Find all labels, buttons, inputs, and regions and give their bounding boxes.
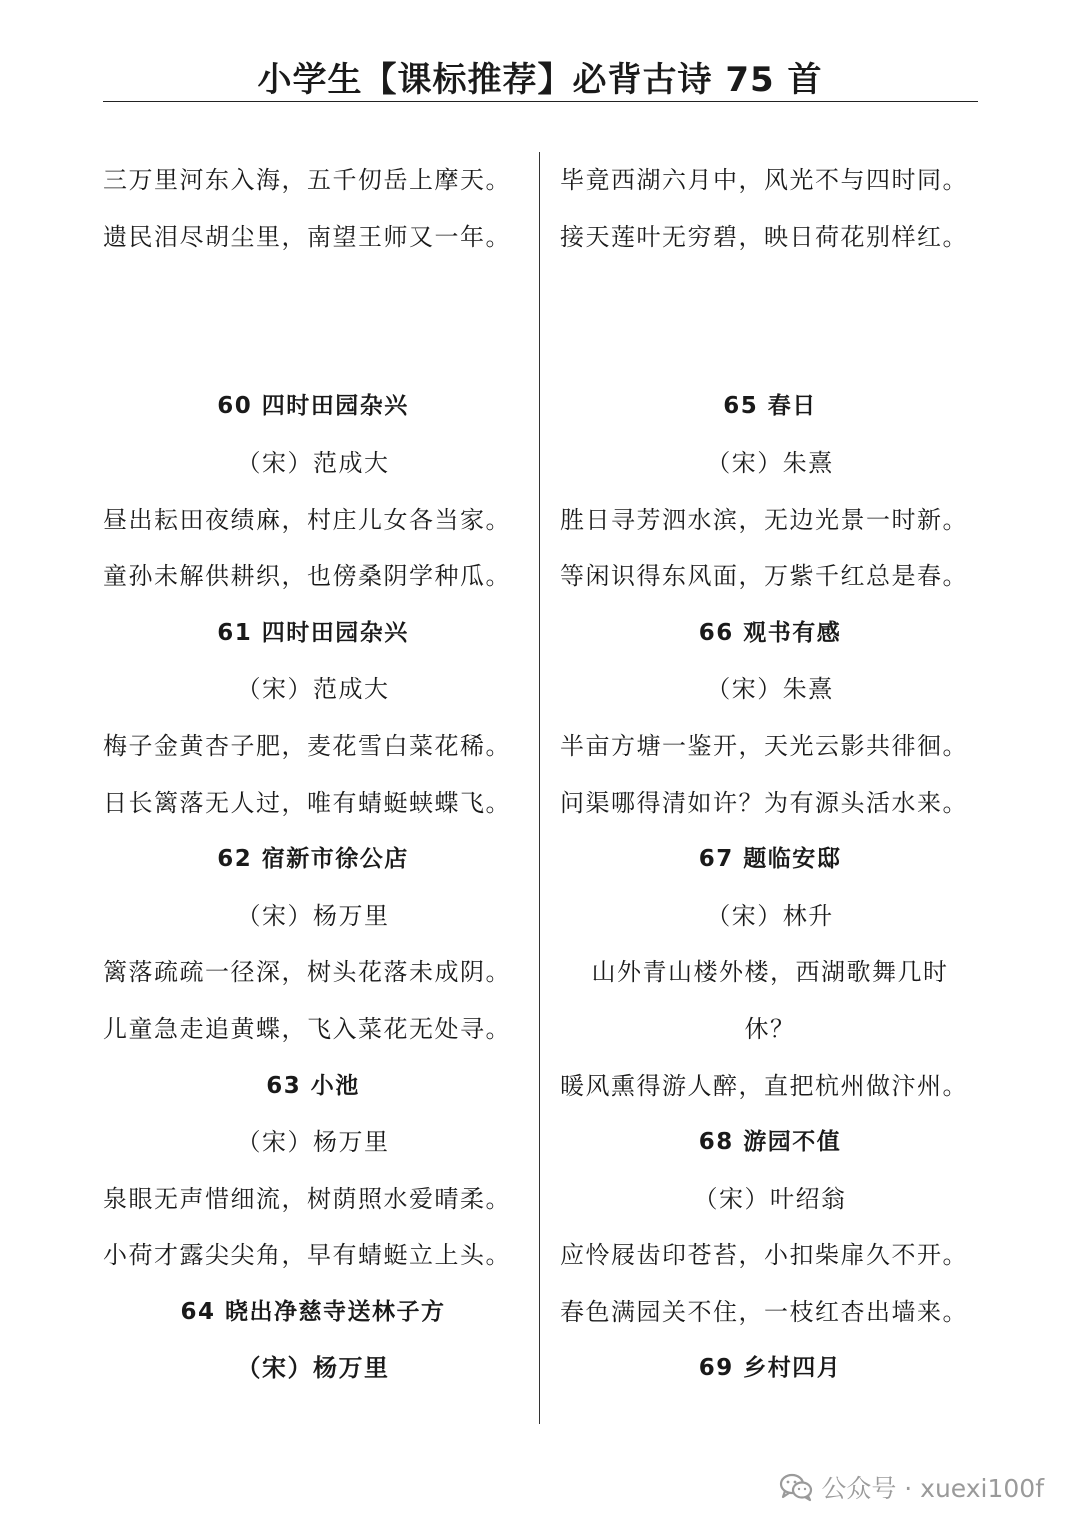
poem-title: 63 小池 xyxy=(266,1072,360,1099)
poem-author: （宋）杨万里 xyxy=(236,1353,390,1383)
poem-title: 61 四时田园杂兴 xyxy=(217,619,409,646)
verse-line: 毕竟西湖六月中，风光不与四时同。 xyxy=(560,166,968,194)
poem-title: 64 晓出净慈寺送林子方 xyxy=(180,1298,446,1325)
verse-line: 梅子金黄杏子肥，麦花雪白菜花稀。 xyxy=(103,731,511,760)
verse-line: 接天莲叶无穷碧，映日荷花别样红。 xyxy=(560,222,968,251)
poem-title: 60 四时田园杂兴 xyxy=(217,393,409,420)
verse-line: 半亩方塘一鉴开，天光云影共徘徊。 xyxy=(560,731,968,760)
verse-line: 应怜屐齿印苍苔，小扣柴扉久不开。 xyxy=(560,1241,968,1270)
verse-line: 山外青山楼外楼，西湖歌舞几时 xyxy=(591,958,949,987)
spacer xyxy=(103,265,523,378)
verse-line: 儿童急走追黄蝶，飞入菜花无处寻。 xyxy=(103,1014,511,1043)
spacer xyxy=(560,265,980,378)
left-column xyxy=(103,152,523,1397)
poem-author: （宋）林升 xyxy=(706,901,834,930)
right-column xyxy=(560,152,980,1397)
poem-author: （宋）范成大 xyxy=(236,675,390,704)
verse-line: 三万里河东入海，五千仞岳上摩天。 xyxy=(103,166,511,194)
verse-line: 暖风熏得游人醉，直把杭州做汴州。 xyxy=(560,1071,968,1100)
watermark-text: 公众号 · xuexi100f xyxy=(821,1474,1044,1503)
page-title: 小学生【课标推荐】必背古诗 75 首 xyxy=(257,60,823,100)
poem-author: （宋）朱熹 xyxy=(706,448,834,477)
column-divider xyxy=(539,152,540,1424)
verse-line: 遗民泪尽胡尘里，南望王师又一年。 xyxy=(103,222,511,251)
verse-line: 春色满园关不住，一枝红杏出墙来。 xyxy=(560,1297,968,1326)
wechat-icon xyxy=(779,1472,813,1502)
verse-line: 问渠哪得清如许？为有源头活水来。 xyxy=(560,788,968,817)
poem-title: 69 乡村四月 xyxy=(698,1355,842,1382)
title-divider xyxy=(103,101,978,102)
verse-line: 小荷才露尖尖角，早有蜻蜓立上头。 xyxy=(103,1241,511,1270)
verse-line: 日长篱落无人过，唯有蜻蜓蛱蝶飞。 xyxy=(103,788,511,817)
poem-title: 62 宿新市徐公店 xyxy=(217,846,409,873)
poem-author: （宋）范成大 xyxy=(236,448,390,477)
verse-line: 童孙未解供耕织，也傍桑阴学种瓜。 xyxy=(103,562,511,591)
poem-author: （宋）朱熹 xyxy=(706,675,834,704)
verse-line: 休？ xyxy=(744,1014,796,1043)
poem-author: （宋）叶绍翁 xyxy=(693,1184,847,1213)
poem-title: 68 游园不值 xyxy=(698,1129,842,1156)
poem-author: （宋）杨万里 xyxy=(236,901,390,930)
poem-title: 67 题临安邸 xyxy=(698,846,842,873)
watermark xyxy=(779,1469,1044,1505)
poem-author: （宋）杨万里 xyxy=(236,1128,390,1157)
poem-title: 66 观书有感 xyxy=(698,619,842,646)
poem-title: 65 春日 xyxy=(723,393,817,420)
verse-line: 等闲识得东风面，万紫千红总是春。 xyxy=(560,562,968,591)
verse-line: 胜日寻芳泗水滨，无边光景一时新。 xyxy=(560,505,968,534)
verse-line: 篱落疏疏一径深，树头花落未成阴。 xyxy=(103,958,511,987)
verse-line: 泉眼无声惜细流，树荫照水爱晴柔。 xyxy=(103,1184,511,1213)
verse-line: 昼出耘田夜绩麻，村庄儿女各当家。 xyxy=(103,505,511,534)
